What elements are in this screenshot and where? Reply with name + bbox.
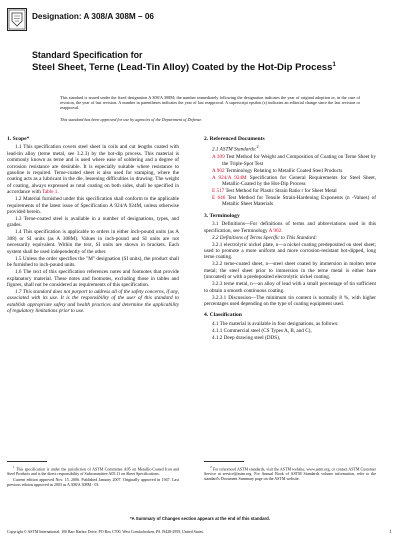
summary-of-changes-note: *A Summary of Changes section appears at the end of this standard.	[130, 516, 270, 521]
ref-code-link[interactable]: A 309	[212, 154, 225, 161]
footnote-1-text: This specification is under the jurisdiction of ASTM Committee A05 on Metallic-Coated Iron and Steel Products and is the direct responsibility of Subcommittee A05.11 on Sheet Specifications.	[7, 466, 179, 477]
page-number: 1	[389, 530, 392, 535]
title-main: Steel Sheet, Terne (Lead-Tin Alloy) Coated by the Hot-Dip Process	[32, 62, 333, 74]
designation: Designation: A 308/A 308M – 06	[32, 12, 154, 21]
para-1-5: 1.5 Unless the order specifies the "M" designation (SI units), the product shall be furnished to inch-pound units.	[7, 255, 179, 269]
para-1-7: 1.7 This standard does not purport to address all of the safety concerns, if any, associated with its use. It is the responsibility of the user of this standard to establish appropriate safety and health practices and determine the applicability of regulatory limitations prior to use.	[7, 288, 179, 315]
para-3-2-3: 3.2.3 terne metal, n—an alloy of lead with a small percentage of tin sufficient to obtain a smooth continuous coating.	[204, 281, 376, 294]
para-2-1	[204, 144, 376, 153]
para-4-1-1: 4.1.1 Commercial steel (CS Types A, B, and C),	[212, 327, 312, 334]
ref-title: Test Method for Weight and Composition of Coating on Terne Sheet by the Triple-Spot Test	[222, 154, 376, 167]
ref-item	[204, 195, 376, 208]
footnote-2: $^2$ For referenced ASTM standards, visit the ASTM website, www.astm.org, or contact ASTM Customer Service at service@astm.org. For Annual Book of ASTM Standards volume information, refer to the standard's Document Summary page on the ASTM website.	[204, 465, 377, 482]
footnote-rule-right	[204, 461, 244, 462]
para-3-2-3-1: 3.2.3.1 Discussion—The minimum tin content is normally 8 %, with higher percentages used depending on the type of coating equipment used.	[204, 294, 376, 308]
para-3-2: 3.2 Definitions of Terms Specific to This Standard:	[212, 234, 318, 241]
title-line-2	[32, 60, 372, 73]
para-1-1	[7, 144, 179, 195]
ref-item	[204, 175, 376, 188]
footnote-left	[7, 465, 179, 488]
para-1-2: 1.2 Material furnished under this specification shall conform to the applicable requirements of the latest issue of Specification A 924/A 924M, unless otherwise provided herein.	[7, 196, 179, 216]
copyright: Copyright © ASTM International, 100 Barr Harbor Drive, PO Box C700, West Conshohocken, PA 19428-2959, United States.	[7, 530, 204, 534]
para-3-1-text: 3.1 Definitions—For definitions of terms and abbreviations used in this specification, see Terminology	[204, 221, 376, 234]
para-3-2-1: 3.2.1 electrolytic nickel plate, n—a nickel coating predeposited on steel sheet; used to promote a more uniform and more corrosion-resistant hot-dipped, long terne coating.	[204, 241, 376, 261]
defense-notice: This standard has been approved for use by agencies of the Department of Defense.	[60, 117, 203, 122]
document-title	[32, 50, 372, 74]
title-line-1: Standard Specification for	[32, 50, 143, 60]
ref-title: Test Method for Tensile Strain-Hardening Exponents (n -Values) of Metallic Sheet Materials	[222, 194, 377, 208]
ref-title: Test Method for Plastic Strain Ratio r for Sheet Metal	[225, 187, 337, 194]
para-2-1-ref: 2	[256, 144, 259, 150]
para-1-3: 1.3 Terne-coated steel is available in a number of designations, types, and grades.	[7, 216, 179, 229]
ref-code-link[interactable]: E 517	[212, 187, 225, 194]
ref-title: Terminology Relating to Metallic Coated Steel Products	[225, 167, 343, 174]
astm-logo	[7, 8, 27, 31]
para-1-4: 1.4 This specification is applicable to orders in either inch-pound units (as A 308) or SI units (as A 308M). Values in inch-pound and SI units are not necessarily equivalent. Within the text, SI units are shown in brackets. Each system shall be used independently of the other.	[7, 229, 179, 255]
table-1-link[interactable]: Table 1.	[42, 189, 59, 196]
para-1-1-text: 1.1 This specification covers steel sheet in coils and cut lengths coated with lead-tin alloy (terne metal, see 3.2.3) by the hot-dip process. This material is commonly known as terne and is used where ease of soldering and a degree of corrosion resistance are desirable. It is especially suitable where resistance to gasoline is required. Terne-coated sheet is also used for stamping, where the coating acts as a lubricant in the die, lessening difficulties in drawing. The weight of coating, always expressed as total coating on both sides, shall be specified in accordance with	[7, 144, 179, 196]
footnote-2-text: For referenced ASTM standards, visit the ASTM website, www.astm.org, or contact ASTM Customer Service at service@astm.org. For Annual Book of ASTM Standards volume information, refer to the standard's Document Summary page on the ASTM website.	[204, 466, 377, 482]
para-4-1-2: 4.1.2 Deep drawing steel (DDS),	[212, 334, 281, 341]
classification-heading: 4. Classification	[204, 312, 242, 319]
terminology-heading: 3. Terminology	[204, 212, 240, 219]
left-column	[7, 136, 179, 315]
a902-link[interactable]: A 902.	[268, 227, 283, 234]
ref-item	[204, 188, 376, 194]
para-2-1-text: 2.1 ASTM Standards:	[212, 147, 257, 154]
footnote-right	[204, 465, 376, 482]
ref-code-link[interactable]: E 646	[212, 194, 226, 201]
ref-item	[204, 168, 376, 174]
ref-code-link[interactable]: A 902	[212, 167, 225, 174]
para-1-6: 1.6 The text of this specification references notes and footnotes that provide explanatory material. These notes and footnotes, excluding those in tables and figures, shall not be considered as requirements of this specification.	[7, 269, 179, 288]
ref-code-link[interactable]: A 924/A 924M	[212, 174, 247, 181]
para-3-2-2: 3.2.2 terne-coated sheet, n—steel sheet coated by immersion in molten terne metal; the steel sheet prior to immersion in the terne metal is either bare (uncoated) or with a predeposited electrolytic nickel coating.	[204, 261, 376, 281]
ref-title: Specification for General Requirements for Steel Sheet, Metallic-Coated by the Hot-Dip Process	[222, 174, 376, 187]
footnote-1: $^1$ This specification is under the jurisdiction of ASTM Committee A05 on Metallic-Coated Iron and Steel Products and is the direct responsibility of Subcommittee A05.11 on Sheet Specifications.	[7, 465, 179, 477]
scope-heading: 1. Scope*	[7, 136, 30, 142]
footnote-1b: Current edition approved Nov. 15, 2006. Published January 2007. Originally approved in 1947. Last previous edition approved in 2003 as A 308/A 308M - 03.	[7, 477, 179, 488]
standard-notice: This standard is issued under the fixed designation A 308/A 308M; the number immediately following the designation indicates the year of original adoption or, in the case of revision, the year of last revision. A number in parentheses indicates the year of last reapproval. A superscript epsilon (ε) indicates an editorial change since the last revision or reapproval.	[60, 95, 360, 111]
refs-heading: 2. Referenced Documents	[204, 136, 265, 142]
para-3-1	[204, 221, 376, 234]
title-footnote-ref: 1	[332, 62, 336, 69]
right-column	[204, 136, 376, 342]
ref-item	[204, 154, 376, 167]
footnote-rule-left	[7, 461, 47, 462]
para-4-1: 4.1 The material is available in four designations, as follows:	[212, 320, 339, 327]
